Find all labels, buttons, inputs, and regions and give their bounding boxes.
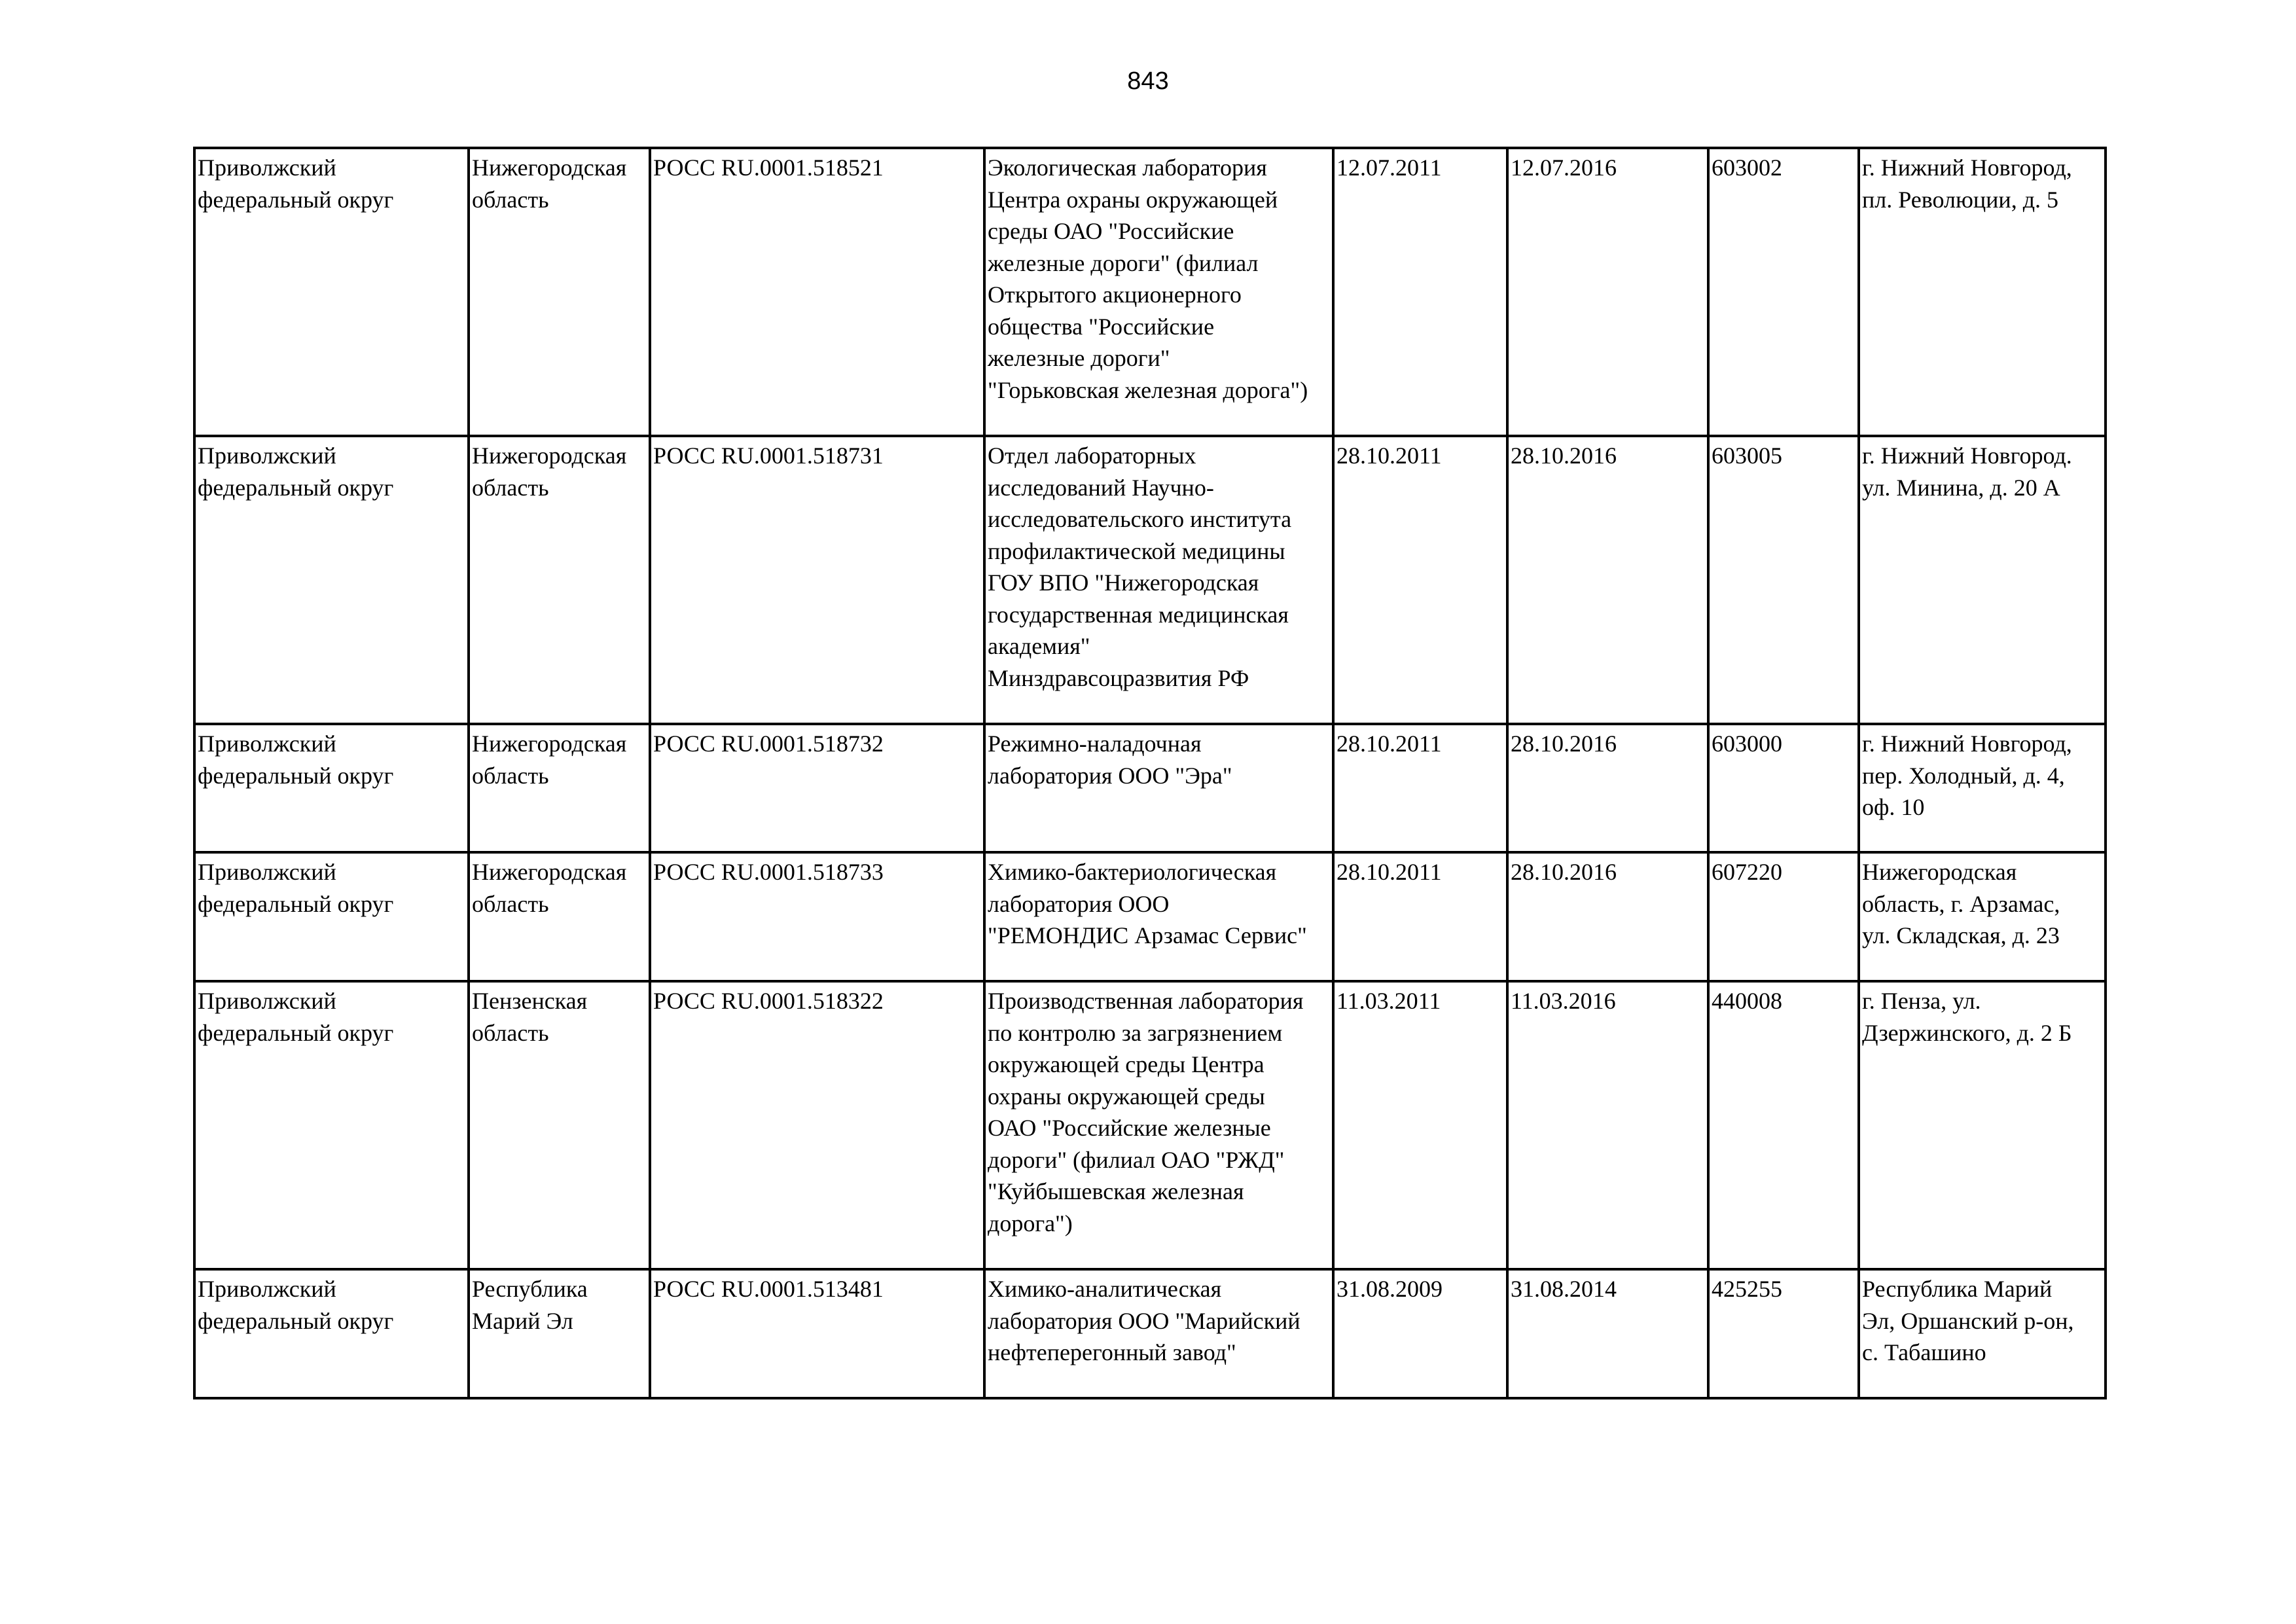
date-to-cell: 12.07.2016 [1507, 148, 1708, 436]
certificate-number-cell: РОСС RU.0001.518733 [650, 852, 984, 981]
region-cell: Пензенская область [469, 981, 650, 1269]
organization-cell: Режимно-наладочная лаборатория ООО "Эра" [984, 724, 1333, 852]
postal-code-cell: 607220 [1708, 852, 1859, 981]
district-cell: Приволжский федеральный округ [194, 724, 469, 852]
address-cell: г. Нижний Новгород, пл. Революции, д. 5 [1859, 148, 2106, 436]
table-row [194, 981, 2106, 1269]
table-row [194, 436, 2106, 724]
postal-code-cell: 440008 [1708, 981, 1859, 1269]
organization-cell: Производственная лаборатория по контролю за загрязнением окружающей среды Центра охраны окружающей среды ОАО "Российские железные дороги" (филиал ОАО "РЖД" "Куйбышевская железная дорога") [984, 981, 1333, 1269]
address-cell: Нижегородская область, г. Арзамас, ул. Складская, д. 23 [1859, 852, 2106, 981]
region-cell: Нижегородская область [469, 724, 650, 852]
district-cell: Приволжский федеральный округ [194, 981, 469, 1269]
date-to-cell: 31.08.2014 [1507, 1269, 1708, 1398]
table-row [194, 148, 2106, 436]
district-cell: Приволжский федеральный округ [194, 1269, 469, 1398]
certificate-number-cell: РОСС RU.0001.518731 [650, 436, 984, 724]
address-cell: г. Пенза, ул. Дзержинского, д. 2 Б [1859, 981, 2106, 1269]
table-row [194, 724, 2106, 852]
region-cell: Нижегородская область [469, 436, 650, 724]
date-to-cell: 11.03.2016 [1507, 981, 1708, 1269]
date-from-cell: 12.07.2011 [1333, 148, 1507, 436]
address-cell: г. Нижний Новгород. ул. Минина, д. 20 А [1859, 436, 2106, 724]
certificate-number-cell: РОСС RU.0001.518521 [650, 148, 984, 436]
date-from-cell: 28.10.2011 [1333, 852, 1507, 981]
organization-cell: Химико-аналитическая лаборатория ООО "Марийский нефтеперегонный завод" [984, 1269, 1333, 1398]
address-cell: г. Нижний Новгород, пер. Холодный, д. 4, оф. 10 [1859, 724, 2106, 852]
district-cell: Приволжский федеральный округ [194, 436, 469, 724]
date-from-cell: 28.10.2011 [1333, 724, 1507, 852]
table-row [194, 852, 2106, 981]
table-row [194, 1269, 2106, 1398]
date-from-cell: 31.08.2009 [1333, 1269, 1507, 1398]
region-cell: Нижегородская область [469, 852, 650, 981]
certificate-number-cell: РОСС RU.0001.513481 [650, 1269, 984, 1398]
certificate-number-cell: РОСС RU.0001.518322 [650, 981, 984, 1269]
region-cell: Республика Марий Эл [469, 1269, 650, 1398]
date-to-cell: 28.10.2016 [1507, 436, 1708, 724]
page-number: 843 [1127, 67, 1169, 95]
organization-cell: Экологическая лаборатория Центра охраны окружающей среды ОАО "Российские железные дороги" (филиал Открытого акционерного общества "Российские железные дороги" "Горьковская железная дорога") [984, 148, 1333, 436]
organization-cell: Химико-бактериологическая лаборатория ООО "РЕМОНДИС Арзамас Сервис" [984, 852, 1333, 981]
date-from-cell: 28.10.2011 [1333, 436, 1507, 724]
organization-cell: Отдел лабораторных исследований Научно- исследовательского института профилактической медицины ГОУ ВПО "Нижегородская государственная медицинская академия" Минздравсоцразвития РФ [984, 436, 1333, 724]
certificate-number-cell: РОСС RU.0001.518732 [650, 724, 984, 852]
region-cell: Нижегородская область [469, 148, 650, 436]
date-to-cell: 28.10.2016 [1507, 724, 1708, 852]
date-from-cell: 11.03.2011 [1333, 981, 1507, 1269]
postal-code-cell: 603000 [1708, 724, 1859, 852]
district-cell: Приволжский федеральный округ [194, 852, 469, 981]
laboratory-registry-table [193, 147, 2107, 1399]
postal-code-cell: 603005 [1708, 436, 1859, 724]
postal-code-cell: 425255 [1708, 1269, 1859, 1398]
district-cell: Приволжский федеральный округ [194, 148, 469, 436]
address-cell: Республика Марий Эл, Оршанский р-он, с. Табашино [1859, 1269, 2106, 1398]
date-to-cell: 28.10.2016 [1507, 852, 1708, 981]
postal-code-cell: 603002 [1708, 148, 1859, 436]
